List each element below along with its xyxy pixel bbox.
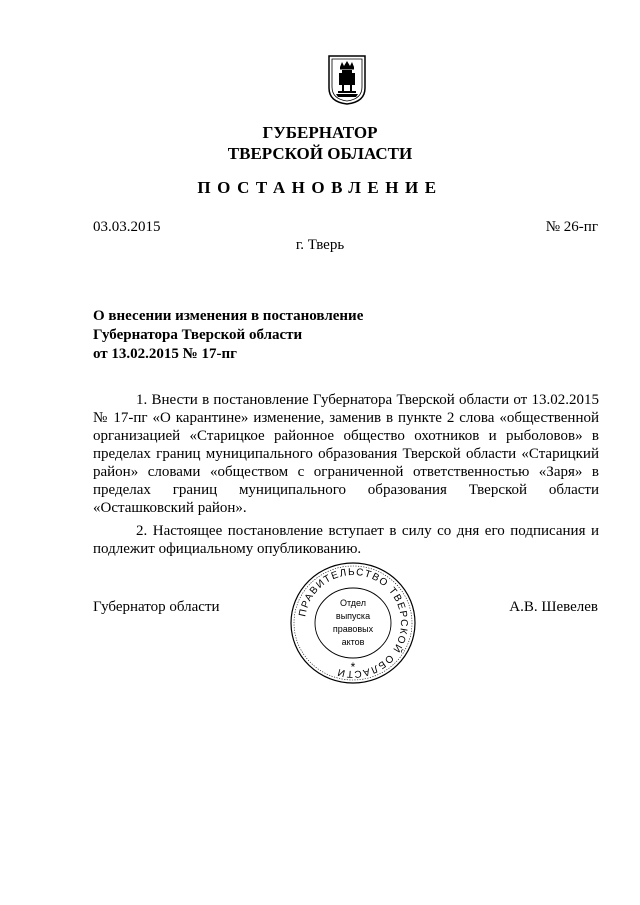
issuer-title-line2: ТВЕРСКОЙ ОБЛАСТИ bbox=[227, 144, 413, 163]
stamp-line: актов bbox=[341, 637, 365, 647]
signatory-title: Губернатор области bbox=[93, 599, 220, 615]
official-stamp bbox=[289, 560, 417, 686]
stamp-line: Отдел bbox=[339, 598, 367, 608]
subject-line: О внесении изменения в постановление bbox=[93, 308, 364, 324]
body-paragraph-2: 2. Настоящее постановление вступает в силу со дня его подписания и подлежит официальному опубликованию. bbox=[93, 523, 599, 557]
document-date: 03.03.2015 bbox=[93, 219, 161, 235]
issuer-title-line1: ГУБЕРНАТОР bbox=[262, 123, 378, 142]
document-body bbox=[93, 391, 599, 558]
document-type: ПОСТАНОВЛЕНИЕ bbox=[197, 178, 443, 197]
document-city: г. Тверь bbox=[295, 237, 345, 253]
document-number: № 26-пг bbox=[545, 219, 598, 235]
stamp-line: выпуска bbox=[335, 611, 371, 621]
stamp-star: * bbox=[350, 660, 356, 674]
subject-line: Губернатора Тверской области bbox=[93, 327, 303, 343]
stamp-line: правовых bbox=[332, 624, 374, 634]
subject-line: от 13.02.2015 № 17-пг bbox=[93, 346, 237, 362]
coat-of-arms-icon bbox=[327, 54, 367, 106]
document-subject bbox=[93, 307, 363, 364]
stamp-ring-text: ПРАВИТЕЛЬСТВО ТВЕРСКОЙ ОБЛАСТИ bbox=[297, 566, 410, 680]
signatory-name: А.В. Шевелев bbox=[509, 599, 598, 615]
stamp-inner-text bbox=[317, 592, 389, 654]
body-paragraph-1: 1. Внести в постановление Губернатора Тверской области от 13.02.2015 № 17-пг «О карантине» изменение, заменив в пункте 2 слова «общественной организацией «Старицкое районное общество охотников и рыболовов» в пределах границ муниципального образования Тверской области «Старицкий район» словами «обществом с ограниченной ответственностью «Заря» в пределах границ муниципального образования Тверской области «Осташковский район». bbox=[93, 392, 599, 516]
